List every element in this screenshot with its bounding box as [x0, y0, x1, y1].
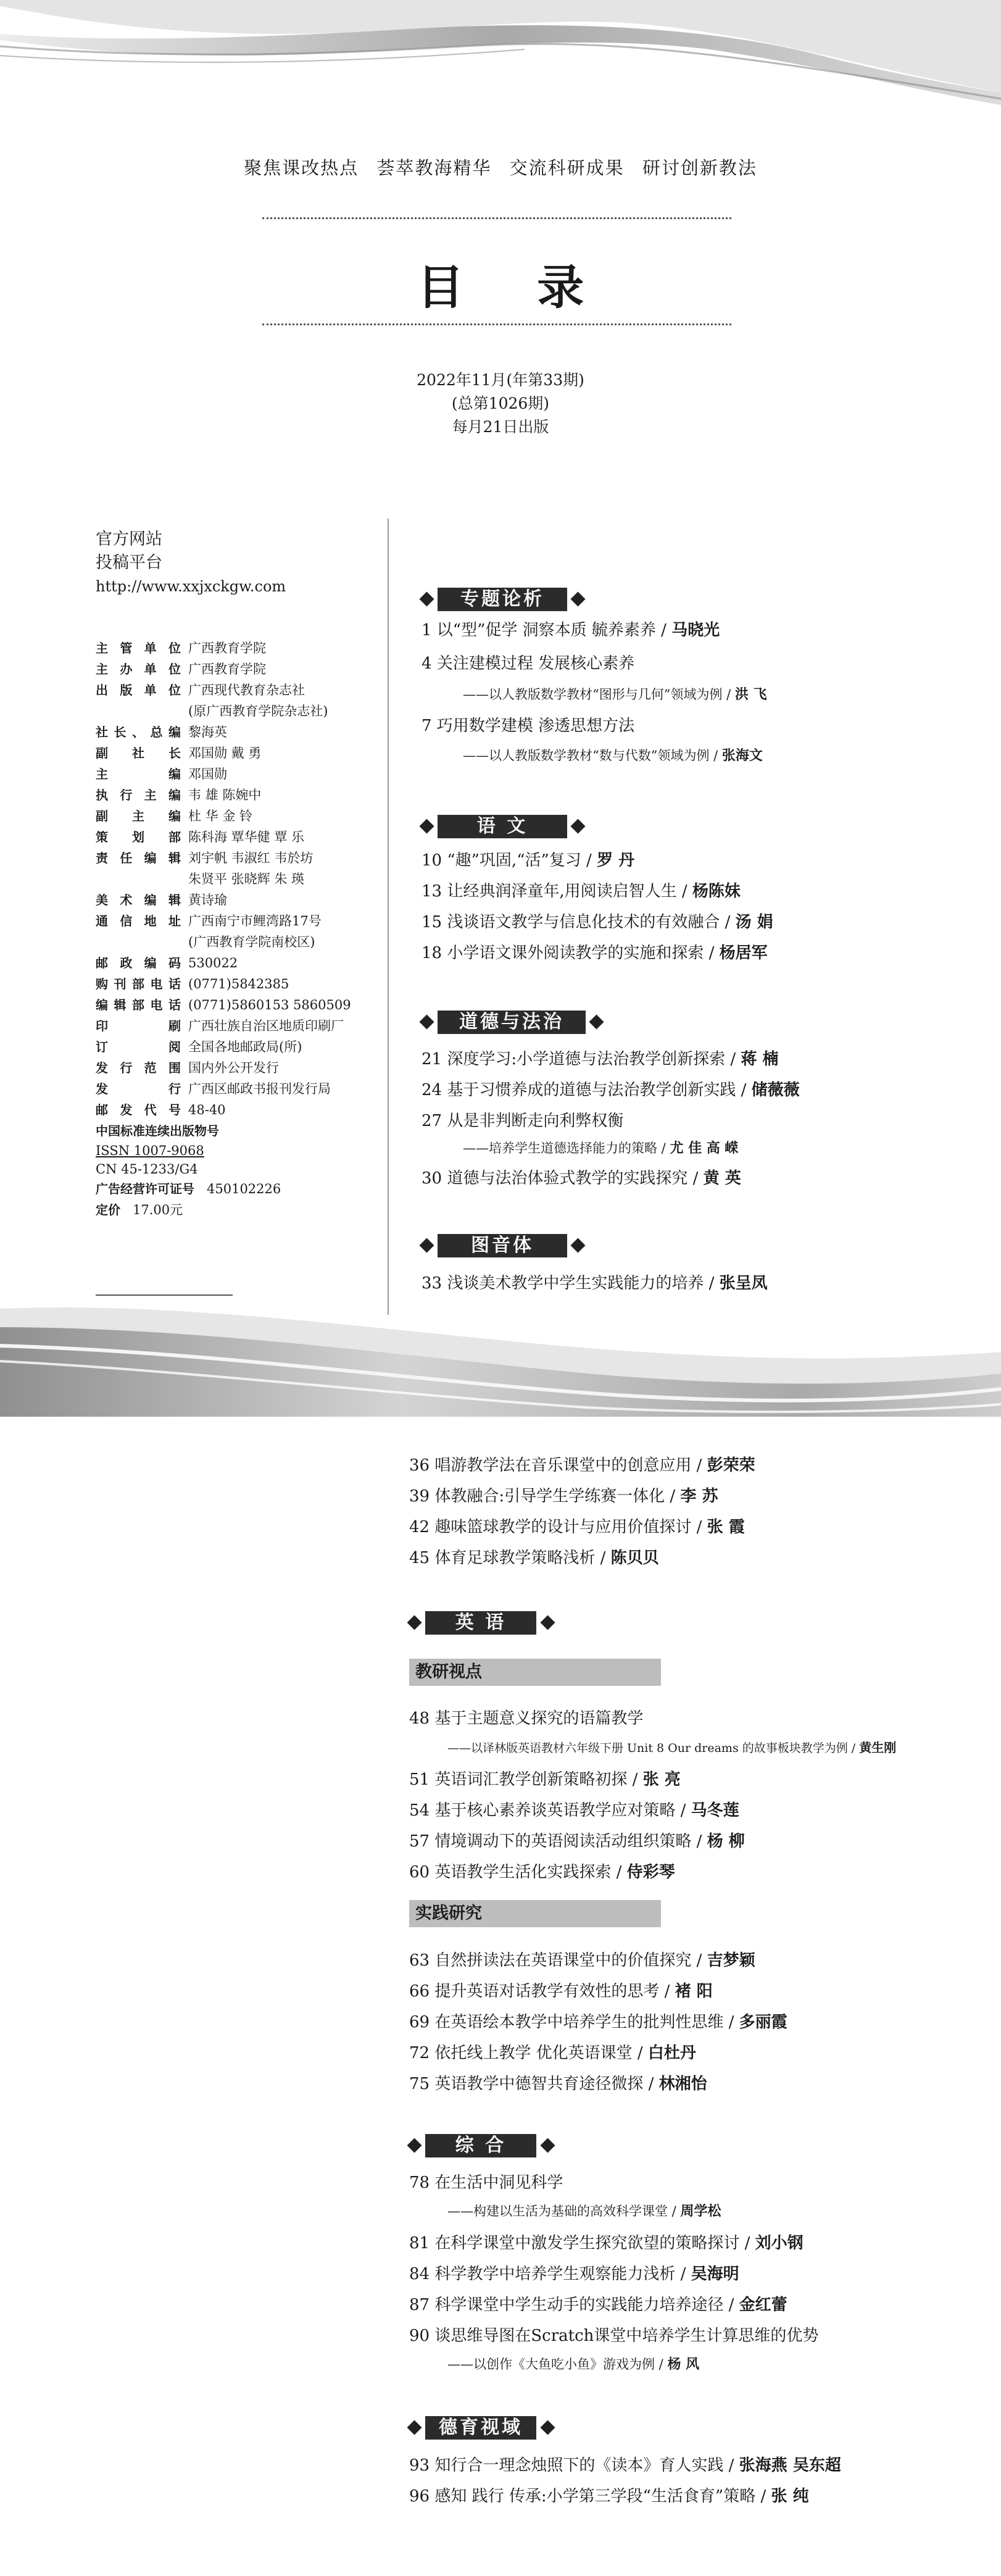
- diamond-icon: [570, 819, 585, 833]
- masthead-value: (原广西教育学院杂志社): [188, 704, 328, 719]
- section-deyu: [409, 2415, 563, 2441]
- masthead-row: [96, 1057, 380, 1078]
- issue-total: (总第1026期): [451, 394, 550, 412]
- toc-entry[interactable]: 15 浅谈语文教学与信息化技术的有效融合 / 汤 娟: [422, 913, 773, 932]
- masthead-key: 印刷: [96, 1019, 181, 1033]
- masthead-info: [96, 638, 380, 1220]
- toc-entry[interactable]: 42 趣味篮球教学的设计与应用价值探讨 / 张 霞: [409, 1518, 745, 1536]
- masthead-row: [96, 638, 380, 659]
- masthead-key: 执行主编: [96, 788, 181, 802]
- top-wave-decoration: [0, 0, 1001, 105]
- toc-subtitle: ——以创作《大鱼吃小鱼》游戏为例 / 杨 风: [447, 2357, 700, 2372]
- toc-entry[interactable]: 1 以“型”促学 洞察本质 毓养素养 / 马晓光: [422, 621, 720, 640]
- masthead-value: (0771)5860153 5860509: [188, 998, 351, 1012]
- masthead-value: (广西教育学院南校区): [188, 935, 315, 949]
- masthead-row: [96, 1099, 380, 1120]
- section-zonghe: [409, 2133, 563, 2159]
- masthead-row: [96, 1078, 380, 1099]
- masthead-value: 广西区邮政书报刊发行局: [188, 1082, 331, 1096]
- masthead-row: [96, 701, 380, 722]
- section-label: 语 文: [438, 815, 567, 838]
- masthead-row: [96, 764, 380, 785]
- toc-entry[interactable]: 96 感知 践行 传承:小学第三学段“生活食育”策略 / 张 纯: [409, 2487, 809, 2506]
- masthead-value: 530022: [188, 956, 238, 970]
- masthead-key: 发行范围: [96, 1061, 181, 1075]
- masthead-key: 副主编: [96, 809, 181, 823]
- masthead-key: 主编: [96, 767, 181, 782]
- toc-entry[interactable]: 75 英语教学中德智共育途径微探 / 林湘怡: [409, 2075, 707, 2093]
- toc-entry[interactable]: 4 关注建模过程 发展核心素养: [422, 654, 635, 673]
- masthead-key: 编辑部电话: [96, 998, 181, 1012]
- info-end-rule: [96, 1294, 233, 1296]
- section-label: 图音体: [438, 1234, 567, 1257]
- issue-schedule: 每月21日出版: [452, 418, 549, 436]
- toc-subtitle: ——以译林版英语教材六年级下册 Unit 8 Our dreams 的故事板块教学为例 / 黄生刚: [447, 1740, 897, 1755]
- diamond-icon: [570, 591, 585, 606]
- masthead-key: 购刊部电话: [96, 977, 181, 991]
- masthead-row: [96, 932, 380, 952]
- section-label: 德育视域: [425, 2416, 536, 2440]
- website-url[interactable]: http://www.xxjxckgw.com: [96, 578, 286, 595]
- section-yingyu: [409, 1610, 563, 1636]
- column-divider: [388, 519, 389, 1315]
- issn-block: [96, 1141, 380, 1178]
- masthead-value: 邓国勋: [188, 767, 227, 782]
- masthead-row: [96, 806, 380, 827]
- masthead-row: [96, 827, 380, 848]
- masthead-row: 定价 17.00元: [96, 1203, 183, 1217]
- masthead-value: 48-40: [188, 1103, 226, 1117]
- masthead-key: 主管单位: [96, 641, 181, 656]
- masthead-value: 广西教育学院: [188, 641, 266, 656]
- toc-entry[interactable]: 27 从是非判断走向利弊权衡: [422, 1112, 624, 1130]
- toc-entry[interactable]: 36 唱游教学法在音乐课堂中的创意应用 / 彭荣荣: [409, 1456, 755, 1475]
- masthead-key: 邮政编码: [96, 956, 181, 970]
- masthead-row: [96, 994, 380, 1015]
- divider-top: [262, 217, 731, 219]
- subsection-shijian: 实践研究: [409, 1900, 661, 1927]
- masthead-key: 出版单位: [96, 683, 181, 698]
- issue-date: 2022年11月(年第33期): [417, 371, 584, 389]
- toc-entry[interactable]: 30 道德与法治体验式教学的实践探究 / 黄 英: [422, 1169, 741, 1188]
- masthead-row: 中国标准连续出版物号: [96, 1123, 219, 1138]
- masthead-key: 发行: [96, 1082, 181, 1096]
- website-label: 官方网站: [96, 530, 162, 549]
- masthead-value: 广西现代教育杂志社: [188, 683, 305, 698]
- toc-entry[interactable]: 51 英语词汇教学创新策略初探 / 张 亮: [409, 1770, 681, 1789]
- toc-entry[interactable]: 87 科学课堂中学生动手的实践能力培养途径 / 金红蕾: [409, 2296, 787, 2314]
- section-daode: [422, 1009, 619, 1035]
- masthead-row: [96, 890, 380, 911]
- toc-entry[interactable]: 72 依托线上教学 优化英语课堂 / 白杜丹: [409, 2044, 696, 2062]
- toc-entry[interactable]: 7 巧用数学建模 渗透思想方法: [422, 717, 635, 735]
- masthead-value: 杜 华 金 铃: [188, 809, 253, 823]
- toc-entry[interactable]: 54 基于核心素养谈英语教学应对策略 / 马冬莲: [409, 1801, 739, 1820]
- masthead-value: (0771)5842385: [188, 977, 289, 991]
- masthead-row: [96, 743, 380, 764]
- section-label: 道德与法治: [438, 1011, 586, 1034]
- masthead-row: [96, 659, 380, 680]
- masthead-value: 黎海英: [188, 725, 227, 740]
- diamond-icon: [419, 819, 434, 833]
- toc-entry[interactable]: 24 基于习惯养成的道德与法治教学创新实践 / 储薇薇: [422, 1081, 800, 1099]
- toc-entry[interactable]: 13 让经典润泽童年,用阅读启智人生 / 杨陈妹: [422, 882, 741, 901]
- masthead-key: 副社长: [96, 746, 181, 761]
- masthead-value: 陈科海 覃华健 覃 乐: [188, 830, 305, 844]
- masthead-row: [96, 869, 380, 890]
- masthead-value: 黄诗瑜: [188, 893, 227, 907]
- masthead-key: 通信地址: [96, 914, 181, 928]
- toc-entry[interactable]: 60 英语教学生活化实践探索 / 侍彩琴: [409, 1863, 675, 1882]
- masthead-row: [96, 680, 380, 701]
- cn-number: CN 45-1233/G4: [96, 1162, 198, 1177]
- masthead-value: 广西南宁市鲤湾路17号: [188, 914, 322, 928]
- section-tuyin: [422, 1233, 600, 1259]
- diamond-icon: [407, 2138, 422, 2153]
- website-block: [96, 528, 286, 598]
- masthead-row: [96, 1015, 380, 1036]
- issn: ISSN 1007-9068: [96, 1143, 204, 1158]
- subsection-jiaoyan: 教研视点: [409, 1659, 661, 1686]
- diamond-icon: [407, 1615, 422, 1630]
- masthead-value: 国内外公开发行: [188, 1061, 279, 1075]
- toc-entry[interactable]: 18 小学语文课外阅读教学的实施和探索 / 杨居军: [422, 944, 768, 962]
- diamond-icon: [419, 1014, 434, 1029]
- masthead-row: [96, 911, 380, 932]
- slogan: 聚焦课改热点 荟萃教海精华 交流科研成果 研讨创新教法: [244, 157, 757, 178]
- diamond-icon: [419, 591, 434, 606]
- toc-entry[interactable]: 45 体育足球教学策略浅析 / 陈贝贝: [409, 1549, 659, 1567]
- masthead-key: 社长、总编: [96, 725, 181, 740]
- diamond-icon: [540, 2420, 555, 2435]
- masthead-row: [96, 952, 380, 973]
- section-label: 综 合: [425, 2134, 536, 2157]
- diamond-icon: [419, 1238, 434, 1253]
- toc-entry[interactable]: 78 在生活中洞见科学: [409, 2174, 563, 2192]
- divider-bottom: [262, 323, 731, 325]
- toc-entry[interactable]: 90 谈思维导图在Scratch课堂中培养学生计算思维的优势: [409, 2327, 819, 2345]
- toc-subtitle: ——以人教版数学教材“数与代数”领域为例 / 张海文: [463, 748, 763, 764]
- masthead-row: [96, 722, 380, 743]
- masthead-value: 广西教育学院: [188, 662, 266, 677]
- masthead-value: 广西壮族自治区地质印刷厂: [188, 1019, 344, 1033]
- toc-entry[interactable]: 10 “趣”巩固,“活”复习 / 罗 丹: [422, 851, 635, 870]
- masthead-key: 主办单位: [96, 662, 181, 677]
- toc-entry[interactable]: 48 基于主题意义探究的语篇教学: [409, 1709, 644, 1728]
- section-zhuanti: [422, 586, 600, 612]
- middle-wave-decoration: [0, 1303, 1001, 1417]
- toc-entry[interactable]: 33 浅谈美术教学中学生实践能力的培养 / 张呈凤: [422, 1274, 768, 1293]
- masthead-key: 美术编辑: [96, 893, 181, 907]
- masthead-row: [96, 973, 380, 994]
- diamond-icon: [589, 1014, 604, 1029]
- section-label: 英 语: [425, 1611, 536, 1635]
- masthead-rows: [96, 638, 380, 1120]
- toc-subtitle: ——培养学生道德选择能力的策略 / 尤 佳 高 嵘: [463, 1141, 739, 1156]
- toc-entry[interactable]: 81 在科学课堂中激发学生探究欲望的策略探讨 / 刘小钢: [409, 2234, 804, 2253]
- masthead-row: [96, 785, 380, 806]
- masthead-value: 韦 雄 陈婉中: [188, 788, 262, 802]
- diamond-icon: [407, 2420, 422, 2435]
- masthead-key: 策划部: [96, 830, 181, 844]
- section-yuwen: [422, 814, 600, 840]
- toc-entry[interactable]: 39 体教融合:引导学生学练赛一体化 / 李 苏: [409, 1487, 718, 1506]
- toc-entry[interactable]: 63 自然拼读法在英语课堂中的价值探究 / 吉梦颖: [409, 1951, 755, 1970]
- toc-entry[interactable]: 69 在英语绘本教学中培养学生的批判性思维 / 多丽霞: [409, 2013, 787, 2032]
- masthead-key: 责任编辑: [96, 851, 181, 865]
- masthead-row: [96, 1036, 380, 1057]
- diamond-icon: [540, 1615, 555, 1630]
- diamond-icon: [570, 1238, 585, 1253]
- submission-label: 投稿平台: [96, 553, 162, 572]
- toc-entry[interactable]: 93 知行合一理念烛照下的《读本》育人实践 / 张海燕 吴东超: [409, 2456, 841, 2475]
- masthead-value: 全国各地邮政局(所): [188, 1040, 302, 1054]
- masthead-value: 邓国勋 戴 勇: [188, 746, 262, 761]
- masthead-key: 邮发代号: [96, 1103, 181, 1117]
- toc-entry[interactable]: 57 情境调动下的英语阅读活动组织策略 / 杨 柳: [409, 1832, 745, 1851]
- toc-subtitle: ——以人教版数学教材“图形与几何”领域为例 / 洪 飞: [463, 687, 767, 702]
- diamond-icon: [540, 2138, 555, 2153]
- masthead-value: 刘宇帆 韦淑红 韦於坊: [188, 851, 314, 865]
- masthead-row: 广告经营许可证号 450102226: [96, 1182, 281, 1196]
- page-title: 目 录: [417, 260, 613, 315]
- masthead-value: 朱贤平 张晓辉 朱 瑛: [188, 872, 305, 886]
- toc-entry[interactable]: 66 提升英语对话教学有效性的思考 / 褚 阳: [409, 1982, 713, 2001]
- toc-entry[interactable]: 21 深度学习:小学道德与法治教学创新探索 / 蒋 楠: [422, 1050, 779, 1069]
- masthead-row: [96, 848, 380, 869]
- toc-subtitle: ——构建以生活为基础的高效科学课堂 / 周学松: [447, 2204, 721, 2219]
- section-label: 专题论析: [438, 588, 567, 611]
- masthead-key: 订阅: [96, 1040, 181, 1054]
- toc-entry[interactable]: 84 科学教学中培养学生观察能力浅析 / 吴海明: [409, 2265, 739, 2283]
